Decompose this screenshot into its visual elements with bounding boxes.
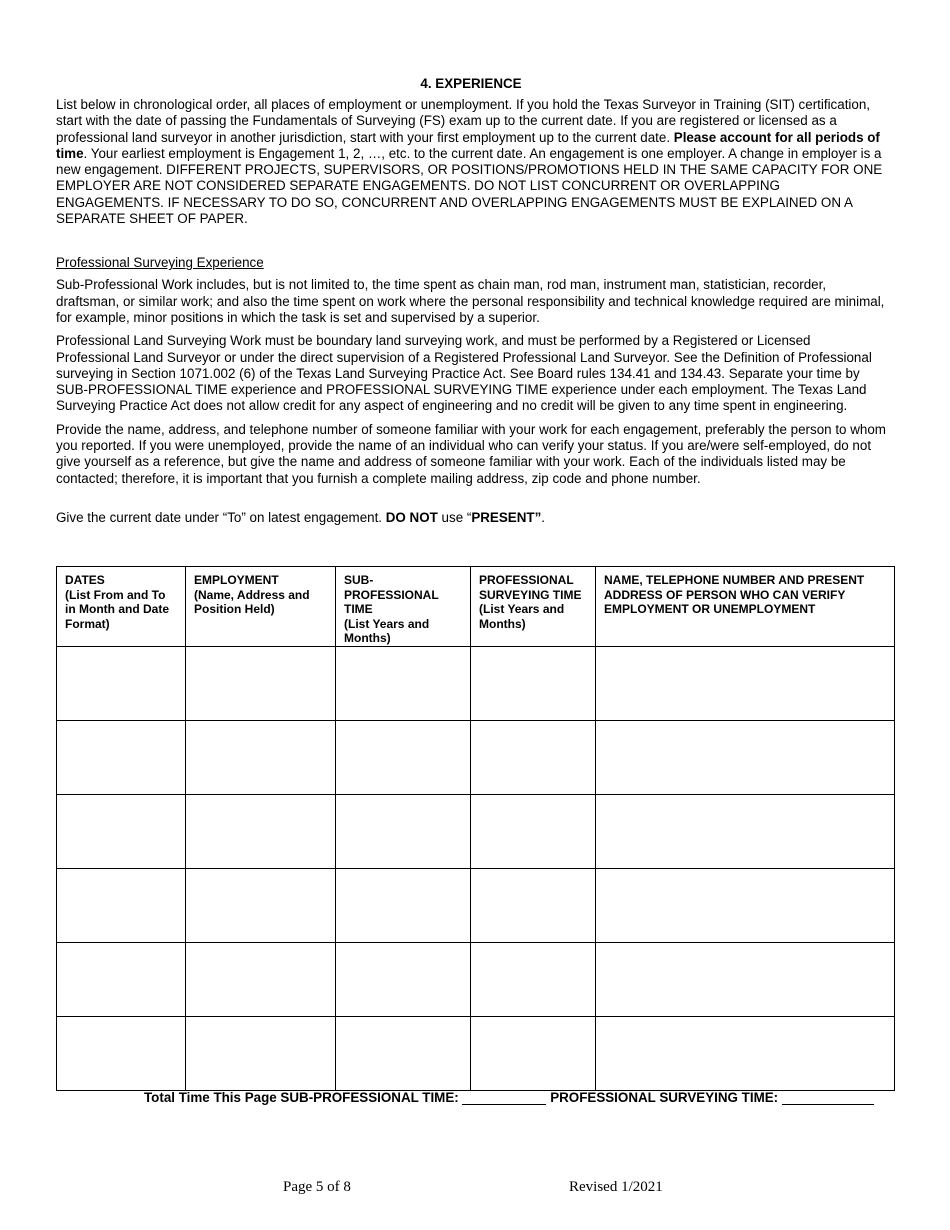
professional-time-cell[interactable] [471, 942, 596, 1016]
professional-work-paragraph: Professional Land Surveying Work must be boundary land surveying work, and must be performed by a Registered or Licensed Professional Land Surveyor or under the direct supervision of a Registered Professional Land Surveyor. See the Definition of Professional surveying in Section 1071.002 (6) of the Texas Land Surveying Practice Act. See Board rules 134.41 and 134.43. Separate your time by SUB-PROFESSIONAL TIME experience and PROFESSIONAL SURVEYING TIME experience under each employment. The Texas Land Surveying Practice Act does not allow credit for any aspect of engineering and no credit will be given to any time spent in engineering. [56, 333, 872, 414]
table-header-row [57, 567, 895, 647]
verifier-cell[interactable] [596, 720, 895, 794]
sub-professional-time-cell[interactable] [336, 794, 471, 868]
verifier-cell[interactable] [596, 942, 895, 1016]
employment-cell[interactable] [186, 942, 336, 1016]
dates-cell[interactable] [57, 942, 186, 1016]
sub-professional-time-cell[interactable] [336, 942, 471, 1016]
professional-time-cell[interactable] [471, 868, 596, 942]
professional-time-cell[interactable] [471, 720, 596, 794]
note-bold-present: PRESENT” [471, 509, 542, 525]
header-verifier-contact [596, 567, 895, 647]
header-verifier-text: NAME, TELEPHONE NUMBER AND PRESENT ADDRESS OF PERSON WHO CAN VERIFY EMPLOYMENT OR UNEMPLOYMENT [604, 573, 865, 616]
dates-cell[interactable] [57, 794, 186, 868]
sub-professional-time-cell[interactable] [336, 868, 471, 942]
dates-cell[interactable] [57, 1016, 186, 1090]
table-row [57, 1016, 895, 1090]
sub-professional-time-cell[interactable] [336, 1016, 471, 1090]
table-row [57, 720, 895, 794]
table-row [57, 868, 895, 942]
reference-paragraph: Provide the name, address, and telephone number of someone familiar with your work for each engagement, preferably the person to whom you reported. If you were unemployed, provide the name of an individual who can verify your status. If you are/were self-employed, do not give yourself as a reference, but give the name and address of someone familiar with your work. Each of the individuals listed may be contacted; therefore, it is important that you furnish a complete mailing address, zip code and phone number. [56, 421, 886, 486]
totals-line [144, 1084, 874, 1105]
header-sub-professional-text: SUB- PROFESSIONAL TIME (List Years and Months) [344, 573, 439, 645]
sub-professional-time-cell[interactable] [336, 646, 471, 720]
professional-total-label: PROFESSIONAL SURVEYING TIME: [550, 1090, 779, 1105]
dates-cell[interactable] [57, 868, 186, 942]
table-row [57, 646, 895, 720]
header-professional-text: PROFESSIONAL SURVEYING TIME (List Years and Months) [479, 573, 582, 631]
professional-time-cell[interactable] [471, 794, 596, 868]
note-bold-do-not: DO NOT [385, 509, 438, 525]
dates-cell[interactable] [57, 646, 186, 720]
professional-experience-heading: Professional Surveying Experience [56, 255, 264, 271]
page-number: Page 5 of 8 [283, 1179, 351, 1195]
revision-date: Revised 1/2021 [569, 1179, 663, 1195]
employment-cell[interactable] [186, 794, 336, 868]
experience-page [56, 76, 886, 526]
sub-professional-time-cell[interactable] [336, 720, 471, 794]
table-row [57, 794, 895, 868]
employment-cell[interactable] [186, 646, 336, 720]
intro-text: List below in chronological order, all places of employment or unemployment. If you hold the Texas Surveyor in Training (SIT) certification, start with the date of passing the Fundamentals of Surveying (FS) exam up to the current date. If you are registered or licensed as a professional land surveyor in another jurisdiction, start with your first employment up to the current date. [56, 97, 871, 145]
professional-total-field[interactable] [782, 1084, 874, 1105]
header-employment-text: EMPLOYMENT (Name, Address and Position Held) [194, 573, 310, 616]
experience-table [56, 566, 895, 1091]
employment-cell[interactable] [186, 1016, 336, 1090]
header-sub-professional-time [336, 567, 471, 647]
sub-professional-total-label: Total Time This Page SUB-PROFESSIONAL TIME: [144, 1090, 459, 1105]
intro-bold-text: Please account for all periods of time [56, 129, 880, 161]
table-row [57, 942, 895, 1016]
intro-paragraph [56, 97, 886, 227]
current-date-note [56, 510, 886, 526]
verifier-cell[interactable] [596, 794, 895, 868]
verifier-cell[interactable] [596, 1016, 895, 1090]
employment-cell[interactable] [186, 720, 336, 794]
verifier-cell[interactable] [596, 646, 895, 720]
employment-cell[interactable] [186, 868, 336, 942]
professional-time-cell[interactable] [471, 1016, 596, 1090]
note-text: . [541, 509, 546, 525]
dates-cell[interactable] [57, 720, 186, 794]
sub-professional-paragraph: Sub-Professional Work includes, but is not limited to, the time spent as chain man, rod man, instrument man, statistician, recorder, draftsman, or similar work; and also the time spent on work where the personal responsibility and technical knowledge required are minimal, for example, minor positions in which the task is set and supervised by a superior. [56, 277, 885, 325]
note-text: use “ [437, 509, 472, 525]
header-dates-text: DATES (List From and To in Month and Date Format) [65, 573, 169, 631]
section-title: 4. EXPERIENCE [420, 76, 522, 91]
professional-time-cell[interactable] [471, 646, 596, 720]
verifier-cell[interactable] [596, 868, 895, 942]
header-dates [57, 567, 186, 647]
header-professional-surveying-time [471, 567, 596, 647]
intro-text-continued: . Your earliest employment is Engagement 1, 2, …, etc. to the current date. An engagement is one employer. A change in employer is a new engagement. DIFFERENT PROJECTS, SUPERVISORS, OR POSITIONS/PROMOTIONS HELD IN THE SAME CAPACITY FOR ONE EMPLOYER ARE NOT CONSIDERED SEPARATE ENGAGEMENTS. DO NOT LIST CONCURRENT OR OVERLAPPING ENGAGEMENTS. IF NECESSARY TO DO SO, CONCURRENT AND OVERLAPPING ENGAGEMENTS MUST BE EXPLAINED ON A SEPARATE SHEET OF PAPER. [56, 145, 883, 227]
sub-professional-total-field[interactable] [462, 1084, 546, 1105]
note-text: Give the current date under “To” on latest engagement. [56, 509, 386, 525]
header-employment [186, 567, 336, 647]
